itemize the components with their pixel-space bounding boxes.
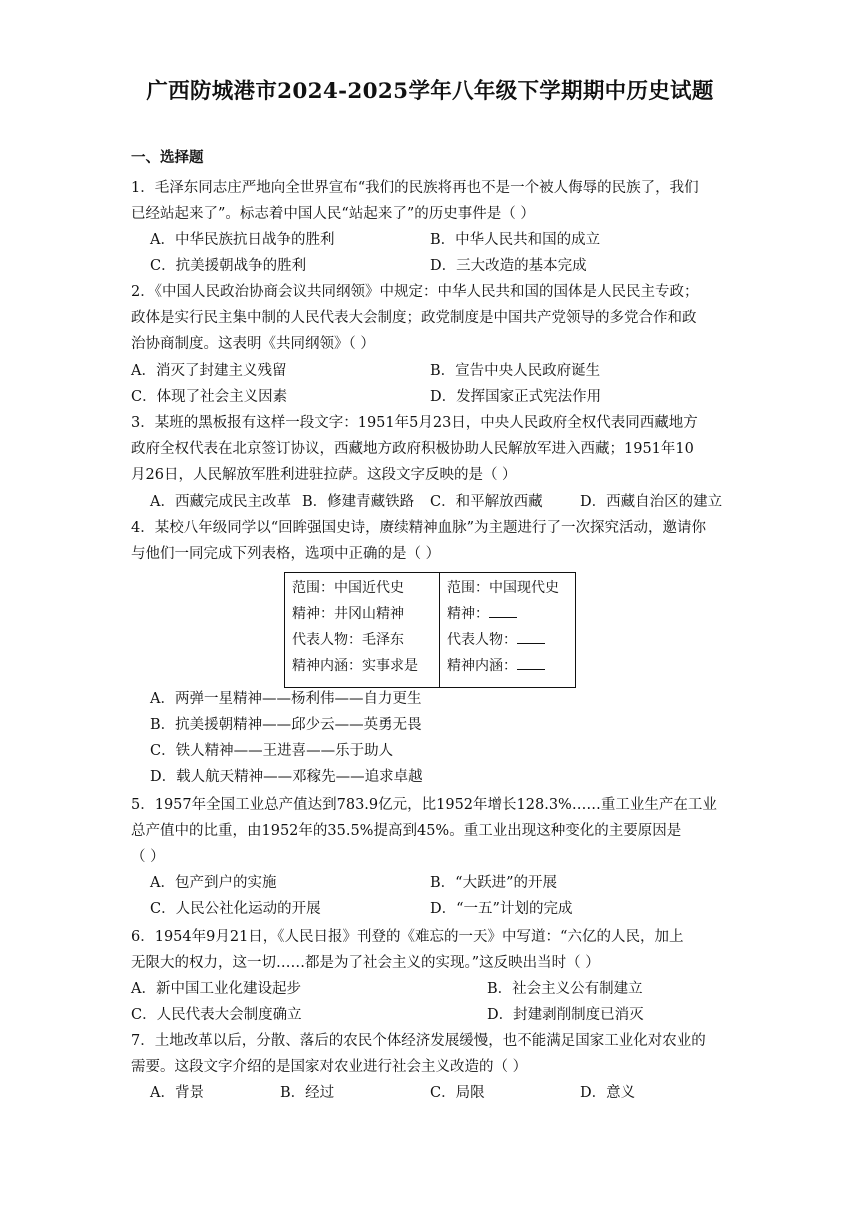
question-3-line-3: 月26日，人民解放军胜利进驻拉萨。这段文字反映的是（ ） <box>131 467 517 483</box>
question-5-option-b: B．“大跃进”的开展 <box>430 875 557 891</box>
table-left-row-4: 精神内涵：实事求是 <box>292 658 418 674</box>
question-5-line-3: （ ） <box>131 849 165 865</box>
question-1-line-2: 已经站起来了”。标志着中国人民“站起来了”的历史事件是（ ） <box>131 206 535 222</box>
question-4-option-c: C．铁人精神——王进喜——乐于助人 <box>150 743 394 759</box>
question-4-option-a: A．两弹一星精神——杨利伟——自力更生 <box>150 691 422 707</box>
question-6-option-a: A．新中国工业化建设起步 <box>131 981 301 997</box>
page-title: 广西防城港市2024-2025学年八年级下学期期中历史试题 <box>146 79 714 104</box>
table-right-row-3: 代表人物： <box>447 627 545 653</box>
question-6-line-2: 无限大的权力，这一切……都是为了社会主义的实现。”这反映出当时（ ） <box>131 955 600 971</box>
table-divider <box>439 573 440 687</box>
question-4-option-d: D．载人航天精神——邓稼先——追求卓越 <box>150 769 423 785</box>
table-left-row-2: 精神：井冈山精神 <box>292 606 404 622</box>
question-6-option-d: D．封建剥削制度已消灭 <box>487 1007 644 1023</box>
table-left-row-3: 代表人物：毛泽东 <box>292 632 404 648</box>
question-3-line-1: 3．某班的黑板报有这样一段文字：1951年5月23日，中央人民政府全权代表同西藏地方 <box>131 415 698 431</box>
table-right-row-1: 范围：中国现代史 <box>447 580 559 596</box>
table-right-row-4: 精神内涵： <box>447 653 545 679</box>
question-4-line-1: 4．某校八年级同学以“回眸强国史诗，赓续精神血脉”为主题进行了一次探究活动，邀请你 <box>131 520 707 536</box>
question-3-option-c: C．和平解放西藏 <box>430 494 543 510</box>
question-6-line-1: 6．1954年9月21日，《人民日报》刊登的《难忘的一天》中写道：“六亿的人民，加上 <box>131 929 684 945</box>
question-1-line-1: 1．毛泽东同志庄严地向全世界宣布“我们的民族将再也不是一个被人侮辱的民族了，我们 <box>131 180 699 196</box>
question-7-option-a: A．背景 <box>150 1085 204 1101</box>
question-1-option-a: A．中华民族抗日战争的胜利 <box>150 232 335 248</box>
section-heading: 一、选择题 <box>131 149 204 166</box>
question-4-option-b: B．抗美援朝精神——邱少云——英勇无畏 <box>150 717 422 733</box>
question-3-option-b: B．修建青藏铁路 <box>302 494 415 510</box>
question-5-option-d: D．“一五”计划的完成 <box>430 901 573 917</box>
answer-blank <box>517 655 545 670</box>
question-2-line-3: 治协商制度。这表明《共同纲领》（ ） <box>131 336 375 352</box>
question-3-option-a: A．西藏完成民主改革 <box>150 494 291 510</box>
question-6-option-b: B．社会主义公有制建立 <box>487 981 643 997</box>
question-7-option-c: C．局限 <box>430 1085 485 1101</box>
question-4-line-2: 与他们一同完成下列表格，选项中正确的是（ ） <box>131 546 441 562</box>
question-2-option-c: C．体现了社会主义因素 <box>131 389 288 405</box>
question-6-option-c: C．人民代表大会制度确立 <box>131 1007 302 1023</box>
answer-blank <box>489 603 517 618</box>
table-right-row-2: 精神： <box>447 601 517 627</box>
question-5-option-a: A．包产到户的实施 <box>150 875 277 891</box>
question-1-option-d: D．三大改造的基本完成 <box>430 258 587 274</box>
question-3-option-d: D．西藏自治区的建立 <box>580 494 723 510</box>
question-2-option-a: A．消灭了封建主义残留 <box>131 363 287 379</box>
question-1-option-b: B．中华人民共和国的成立 <box>430 232 601 248</box>
question-2-line-1: 2．《中国人民政治协商会议共同纲领》中规定：中华人民共和国的国体是人民民主专政； <box>131 284 699 300</box>
question-5-line-1: 5．1957年全国工业总产值达到783.9亿元，比1952年增长128.3%……重工业生产在工业 <box>131 797 717 813</box>
question-2-option-d: D．发挥国家正式宪法作用 <box>430 389 602 405</box>
question-3-line-2: 政府全权代表在北京签订协议，西藏地方政府积极协助人民解放军进入西藏；1951年10 <box>131 441 694 457</box>
question-7-line-2: 需要。这段文字介绍的是国家对农业进行社会主义改造的（ ） <box>131 1059 528 1075</box>
spirit-table <box>284 572 576 688</box>
question-5-line-2: 总产值中的比重，由1952年的35.5%提高到45%。重工业出现这种变化的主要原因是 <box>131 823 682 839</box>
question-7-option-b: B．经过 <box>280 1085 335 1101</box>
answer-blank <box>517 629 545 644</box>
question-2-line-2: 政体是实行民主集中制的人民代表大会制度；政党制度是中国共产党领导的多党合作和政 <box>131 310 697 326</box>
question-1-option-c: C．抗美援朝战争的胜利 <box>150 258 307 274</box>
question-5-option-c: C．人民公社化运动的开展 <box>150 901 321 917</box>
question-2-option-b: B．宣告中央人民政府诞生 <box>430 363 601 379</box>
table-left-row-1: 范围：中国近代史 <box>292 580 404 596</box>
question-7-option-d: D．意义 <box>580 1085 636 1101</box>
question-7-line-1: 7．土地改革以后，分散、落后的农民个体经济发展缓慢，也不能满足国家工业化对农业的 <box>131 1033 706 1049</box>
